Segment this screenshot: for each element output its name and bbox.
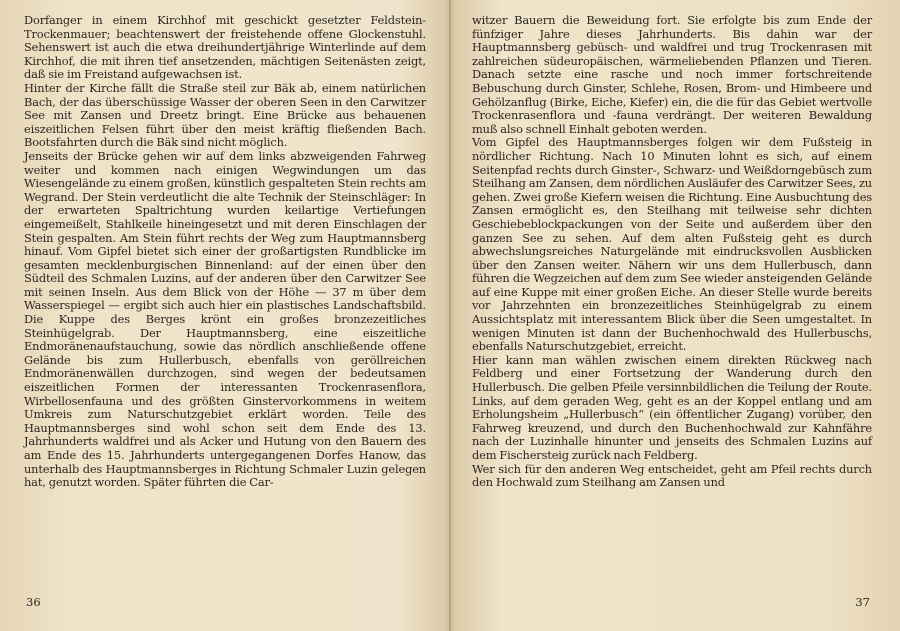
paragraph: Hinter der Kirche fällt die Straße steil zur Bäk ab, einem natürlichen Bach, der das überschüssige Wasser der oberen Seen in den Carwitzer See mit Zansen und Dreetz bringt. Eine Brücke aus behauenen eiszeitlichen Felsen führt über den meist kräftig fließenden Bach. Bootsfahrten durch die Bäk sind nicht möglich. (24, 80, 426, 150)
page-number-right: 37 (855, 595, 870, 609)
left-page-text (24, 14, 426, 490)
paragraph: witzer Bauern die Beweidung fort. Sie erfolgte bis zum Ende der fünfziger Jahre dieses Jahrhunderts. Bis dahin war der Hauptmannsberg gebüsch- und waldfrei und trug Trockenrasen mit zahlreichen südeuropäischen, wärmeliebenden Pflanzen und Tieren. Danach setzte eine rasche und noch immer fortschreitende Bebuschung durch Ginster, Schlehe, Rosen, Brom- und Himbeere und Gehölzanflug (Birke, Eiche, Kiefer) ein, die die für das Gebiet wertvolle Trockenrasenflora und -fauna verdrängt. Der weiteren Bewaldung muß also schnell Einhalt geboten werden. (472, 13, 872, 136)
right-page-text (472, 14, 872, 490)
paragraph: Wer sich für den anderen Weg entscheidet, geht am Pfeil rechts durch den Hochwald zum Steilhang am Zansen und (472, 461, 872, 490)
paragraph: Dorfanger in einem Kirchhof mit geschickt gesetzter Feldstein-Trockenmauer; beachtenswert der freistehende offene Glockenstuhl. Sehenswert ist auch die etwa dreihundertjährige Winterlinde auf dem Kirchhof, die mit ihren tief ansetzenden, mächtigen Seitenästen zeigt, daß sie im Freistand aufgewachsen ist. (24, 13, 426, 82)
paragraph: Hier kann man wählen zwischen einem direkten Rückweg nach Feldberg und einer Fortsetzung der Wanderung durch den Hullerbusch. Die gelben Pfeile versinnbildlichen die Teilung der Route. Links, auf dem geraden Weg, geht es an der Koppel entlang und am Erholungsheim „Hullerbusch“ (ein öffentlicher Zugang) vorüber, den Fahrweg kreuzend, und durch den Buchenhochwald zur Kahnfähre nach der Luzinhalle hinunter und jenseits des Schmalen Luzins auf dem Fischersteig zurück nach Feldberg. (472, 352, 872, 462)
paragraph: Jenseits der Brücke gehen wir auf dem links abzweigenden Fahrweg weiter und kommen nach einigen Wegwindungen um das Wiesengelände zu einem großen, künstlich gespalteten Stein rechts am Wegrand. Der Stein verdeutlicht die alte Technik der Steinschläger: In der erwarteten Spaltrichtung wurden keilartige Vertiefungen eingemeißelt, Stahlkeile hineingesetzt und mit deren Einschlagen der Stein gespalten. Am Stein führt rechts der Weg zum Hauptmannsberg hinauf. Vom Gipfel bietet sich einer der großartigsten Rundblicke im gesamten mecklenburgischen Binnenland: auf der einen über den Südteil des Schmalen Luzins, auf der anderen über den Carwitzer See mit seinen Inseln. Aus dem Blick von der Höhe — 37 m über dem Wasserspiegel — ergibt sich auch hier ein plastisches Landschaftsbild. Die Kuppe des Berges krönt ein großes bronzezeitliches Steinhügelgrab. Der Hauptmannsberg, eine eiszeitliche Endmoränenaufstauchung, sowie das nördlich anschließende offene Gelände bis zum Hullerbusch, ebenfalls von geröllreichen Endmoränenwällen durchzogen, sind wegen der bedeutsamen eiszeitlichen Formen der interessanten Trockenrasenflora, Wirbellosenfauna und des größten Ginstervorkommens in weitem Umkreis zum Naturschutzgebiet erklärt worden. Teile des Hauptmannsberges sind wohl schon seit dem Ende des 13. Jahrhunderts waldfrei und als Acker und Hutung von den Bauern des am Ende des 15. Jahrhunderts untergegangenen Dorfes Hanow, das unterhalb des Hauptmannsberges in Richtung Schmaler Luzin gelegen hat, genutzt worden. Später führten die Car- (24, 148, 426, 490)
right-page (450, 0, 900, 631)
paragraph: Vom Gipfel des Hauptmannsberges folgen wir dem Fußsteig in nördlicher Richtung. Nach 10 Minuten lohnt es sich, auf einem Seitenpfad rechts durch Ginster-, Schwarz- und Weißdorngebüsch zum Steilhang am Zansen, dem nördlichen Ausläufer des Carwitzer Sees, zu gehen. Zwei große Kiefern weisen die Richtung. Eine Ausbuchtung des Zansen ermöglicht es, den Steilhang mit teilweise sehr dichten Geschiebeblockpackungen von der Seite und außerdem über den ganzen See zu sehen. Auf dem alten Fußsteig geht es durch abwechslungsreiches Naturgelände mit eindrucksvollen Ausblicken über den Zansen weiter. Nähern wir uns dem Hullerbusch, dann führen die Wegzeichen auf dem zum See wieder ansteigenden Gelände auf eine Kuppe mit einer großen Eiche. An dieser Stelle wurde bereits vor Jahrzehnten ein bronzezeitliches Steinhügelgrab zu einem Aussichtsplatz mit interessantem Blick über die Seen umgestaltet. In wenigen Minuten ist dann der Buchenhochwald des Hullerbuschs, ebenfalls Naturschutzgebiet, erreicht. (472, 135, 872, 354)
page-number-left: 36 (26, 595, 41, 609)
